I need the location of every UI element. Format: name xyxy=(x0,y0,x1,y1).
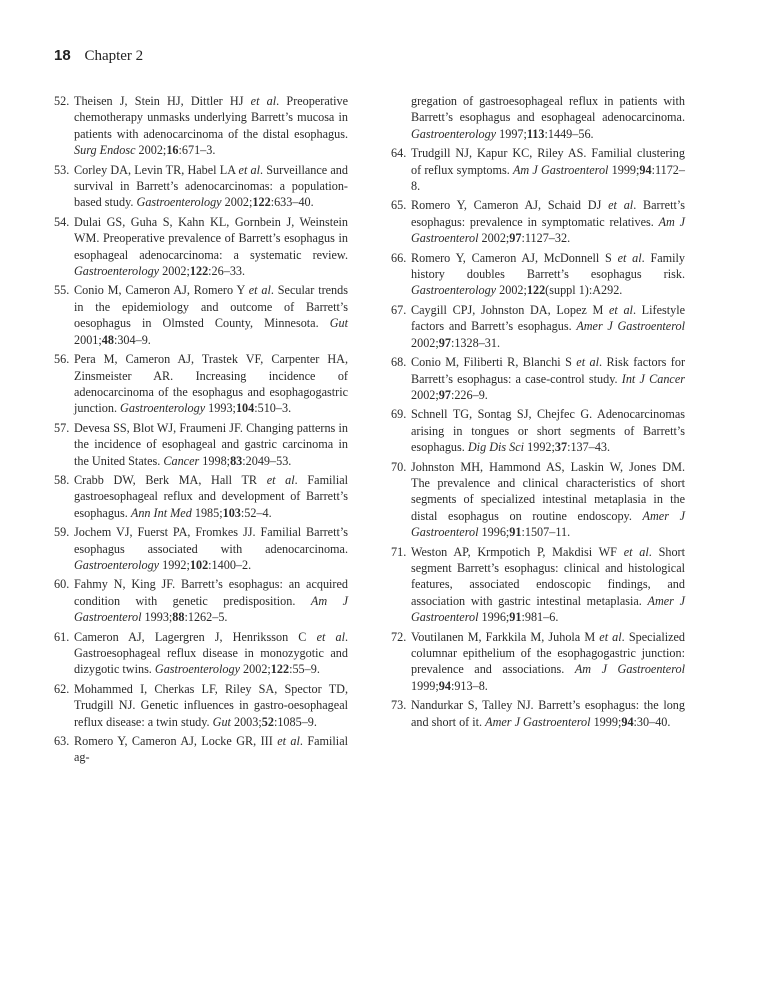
reference-italic: Am J Gastroenterol xyxy=(512,162,609,177)
page-number: 18 xyxy=(54,47,71,64)
reference-italic: et al xyxy=(266,472,295,487)
reference-text: . Family history doubles Barrett’s esophagus risk. xyxy=(411,250,685,282)
reference-volume: 48 xyxy=(101,332,114,347)
reference-volume: 83 xyxy=(230,453,243,468)
reference-text: :52–4. xyxy=(240,505,272,520)
reference-italic: Gastroenterology xyxy=(136,195,222,210)
reference-italic: et al xyxy=(576,355,599,370)
reference-entry xyxy=(54,524,348,573)
reference-italic: et al xyxy=(238,162,261,177)
reference-italic: Gastroenterology xyxy=(74,264,160,279)
reference-text: . Specialized columnar epithelium of the esophagogastric junction: prevalence and associations. xyxy=(411,629,685,677)
reference-number: 53. xyxy=(54,162,70,177)
reference-text: :1507–11. xyxy=(521,525,571,540)
reference-text: 1999; xyxy=(411,678,439,693)
reference-entry xyxy=(54,420,348,469)
reference-entry xyxy=(391,697,685,730)
reference-italic: Surg Endosc xyxy=(74,143,136,158)
reference-italic: Cancer xyxy=(163,453,200,468)
reference-volume: 113 xyxy=(526,126,545,141)
reference-text: Devesa SS, Blot WJ, Fraumeni JF. Changing patterns in the incidence of esophageal and gastric carcinoma in the United States. xyxy=(74,420,348,468)
reference-entry xyxy=(391,250,685,299)
reference-number: 73. xyxy=(391,698,407,713)
reference-entry xyxy=(54,93,348,159)
reference-text: 1985; xyxy=(191,505,223,520)
reference-number: 55. xyxy=(54,283,70,298)
reference-text: :671–3. xyxy=(178,143,216,158)
reference-text: Conio M, Cameron AJ, Romero Y xyxy=(74,283,249,298)
reference-number: 57. xyxy=(54,420,70,435)
reference-volume: 103 xyxy=(222,505,241,520)
reference-volume: 102 xyxy=(189,557,209,572)
reference-text: 1992; xyxy=(159,557,190,572)
reference-volume: 94 xyxy=(621,714,634,729)
reference-number: 67. xyxy=(391,302,407,317)
reference-volume: 97 xyxy=(438,387,451,402)
chapter-title: Chapter 2 xyxy=(84,48,144,64)
reference-text: :226–9. xyxy=(450,387,488,402)
reference-column-right xyxy=(391,93,685,733)
reference-italic: Gut xyxy=(212,714,231,729)
reference-number: 58. xyxy=(54,472,70,487)
reference-number: 70. xyxy=(391,459,407,474)
reference-number: 69. xyxy=(391,407,407,422)
reference-text: . Surveillance and survival in Barrett’s adenocarcinomas: a population-based study. xyxy=(74,162,348,210)
reference-entry xyxy=(54,351,348,417)
reference-volume: 37 xyxy=(554,440,568,455)
reference-text: Fahmy N, King JF. Barrett’s esophagus: an acquired condition with genetic predisposition. xyxy=(74,577,348,608)
reference-entry xyxy=(391,406,685,455)
reference-text: Corley DA, Levin TR, Habel LA xyxy=(74,162,239,177)
reference-text: :55–9. xyxy=(289,662,320,677)
reference-text: Nandurkar S, Talley NJ. Barrett’s esophagus: the long and short of it. xyxy=(411,698,685,729)
reference-volume: 97 xyxy=(509,231,522,246)
reference-number: 68. xyxy=(391,355,407,370)
reference-text: :1127–32. xyxy=(521,231,571,246)
reference-text: 2003; xyxy=(230,714,262,729)
reference-entry xyxy=(54,214,348,280)
reference-italic: et al xyxy=(316,629,345,644)
reference-number: 62. xyxy=(54,681,70,696)
reference-italic: et al xyxy=(617,250,642,265)
reference-text: :981–6. xyxy=(521,610,559,625)
reference-text: . Gastroesophageal reflux disease in monozygotic and dizygotic twins. xyxy=(74,629,348,677)
reference-text: 2001; xyxy=(74,332,102,347)
reference-text: 2002; xyxy=(221,195,253,210)
reference-text: Cameron AJ, Lagergren J, Henriksson C xyxy=(74,629,317,644)
reference-italic: Dig Dis Sci xyxy=(467,440,525,455)
reference-italic: Gastroenterology xyxy=(411,283,497,298)
reference-number: 72. xyxy=(391,629,407,644)
reference-number: 61. xyxy=(54,629,70,644)
reference-text: 1993; xyxy=(205,401,236,416)
reference-volume: 94 xyxy=(639,162,652,177)
reference-italic: Amer J Gastroenterol xyxy=(485,714,591,729)
reference-text: Jochem VJ, Fuerst PA, Fromkes JJ. Familial Barrett’s esophagus associated with adenocarcinoma. xyxy=(74,525,348,556)
reference-italic: et al xyxy=(623,544,649,559)
reference-volume: 122 xyxy=(526,283,546,298)
reference-volume: 94 xyxy=(438,678,451,693)
reference-number: 63. xyxy=(54,734,70,749)
reference-text: :633–40. xyxy=(270,195,314,210)
reference-entry xyxy=(391,459,685,541)
reference-text: :26–33. xyxy=(208,264,246,279)
reference-text: . Risk factors for Barrett’s esophagus: a case-control study. xyxy=(411,355,686,386)
reference-text: Theisen J, Stein HJ, Dittler HJ xyxy=(74,94,251,108)
reference-number: 66. xyxy=(391,250,407,265)
reference-entry xyxy=(391,93,685,142)
reference-text: :913–8. xyxy=(450,678,488,693)
reference-entry xyxy=(391,302,685,351)
reference-text: :1328–31. xyxy=(450,335,501,350)
reference-entry xyxy=(391,354,685,403)
reference-text: Mohammed I, Cherkas LF, Riley SA, Spector TD, Trudgill NJ. Genetic influences in gastro-oesophageal reflux disease: a twin study. xyxy=(74,681,348,729)
reference-text: Voutilanen M, Farkkila M, Juhola M xyxy=(411,629,600,644)
reference-volume: 88 xyxy=(172,610,185,625)
reference-volume: 91 xyxy=(509,525,522,540)
reference-volume: 104 xyxy=(235,401,255,416)
reference-text: Weston AP, Krmpotich P, Makdisi WF xyxy=(411,544,624,559)
reference-number: 71. xyxy=(391,544,407,559)
reference-text: Pera M, Cameron AJ, Trastek VF, Carpenter HA, Zinsmeister AR. Increasing incidence of adenocarcinoma of the esophagus and esophagogastric junction. xyxy=(74,352,348,416)
reference-italic: Gastroenterology xyxy=(411,126,497,141)
reference-text: :304–9. xyxy=(113,332,151,347)
reference-italic: Gut xyxy=(329,316,348,331)
reference-italic: Amer J Gastroenterol xyxy=(576,319,685,334)
reference-text: Dulai GS, Guha S, Kahn KL, Gornbein J, Weinstein WM. Preoperative prevalence of Barrett’s esophagus in esophageal adenocarcinoma: a systematic review. xyxy=(74,214,348,262)
reference-text: :137–43. xyxy=(567,440,611,455)
reference-italic: et al xyxy=(277,734,300,749)
reference-text: :1085–9. xyxy=(273,714,317,729)
reference-italic: Gastroenterology xyxy=(120,401,206,416)
reference-text: Conio M, Filiberti R, Blanchi S xyxy=(411,355,577,370)
reference-italic: et al xyxy=(608,302,633,317)
reference-text: 1996; xyxy=(478,525,510,540)
reference-italic: Gastroenterology xyxy=(74,557,160,572)
reference-text: 2002; xyxy=(496,283,527,298)
reference-text: 1999; xyxy=(608,162,640,177)
reference-text: 2002; xyxy=(159,264,190,279)
reference-number: 52. xyxy=(54,94,70,108)
reference-text: Johnston MH, Hammond AS, Laskin W, Jones DM. The prevalence and clinical characteristics of short segments of specialized intestinal metaplasia in the distal esophagus on routine endoscopy. xyxy=(411,459,685,523)
reference-text: Crabb DW, Berk MA, Hall TR xyxy=(74,472,267,487)
reference-italic: et al xyxy=(250,94,277,108)
reference-italic: Ann Int Med xyxy=(130,505,192,520)
reference-italic: et al xyxy=(608,198,634,213)
reference-italic: Am J Gastroenterol xyxy=(411,214,686,246)
reference-text: :1262–5. xyxy=(184,610,228,625)
reference-entry xyxy=(54,162,348,211)
reference-text: . Short segment Barrett’s esophagus: clinical and histological features, associated endoscopic findings, and association with gastric intestinal metaplasia. xyxy=(411,544,686,608)
reference-volume: 52 xyxy=(261,714,274,729)
reference-entry xyxy=(54,576,348,625)
reference-text: (suppl 1):A292. xyxy=(545,283,623,298)
reference-volume: 122 xyxy=(252,195,271,210)
reference-text: . Secular trends in the epidemiology and outcome of Barrett’s oesophagus in Olmsted County, Minnesota. xyxy=(74,283,348,331)
reference-text: 2002; xyxy=(239,662,271,677)
reference-entry xyxy=(54,282,348,348)
reference-volume: 97 xyxy=(438,335,451,350)
reference-text: . Barrett’s esophagus: prevalence in symptomatic relatives. xyxy=(411,198,685,229)
reference-text: gregation of gastroesophageal reflux in patients with Barrett’s esophagus and esophageal adenocarcinoma. xyxy=(411,94,685,125)
reference-text: 1999; xyxy=(590,714,622,729)
reference-italic: Gastroenterology xyxy=(154,662,240,677)
reference-text: . Lifestyle factors and Barrett’s esophagus. xyxy=(411,302,686,334)
reference-italic: Amer J Gastroenterol xyxy=(411,593,685,625)
reference-text: Romero Y, Cameron AJ, Locke GR, III xyxy=(74,734,278,749)
reference-text: 1996; xyxy=(478,610,510,625)
reference-text: . Familial gastroesophageal reflux and development of Barrett’s esophagus. xyxy=(74,472,349,520)
reference-text: 1992; xyxy=(524,440,555,455)
reference-text: Romero Y, Cameron AJ, Schaid DJ xyxy=(411,198,609,213)
reference-text: 1997; xyxy=(496,126,527,141)
reference-italic: Am J Gastroenterol xyxy=(74,593,348,625)
reference-italic: Int J Cancer xyxy=(621,371,685,386)
reference-entry xyxy=(54,629,348,678)
reference-text: Romero Y, Cameron AJ, McDonnell S xyxy=(411,250,618,265)
reference-italic: et al xyxy=(599,629,622,644)
reference-entry xyxy=(391,197,685,246)
reference-italic: Amer J Gastroenterol xyxy=(411,508,686,540)
reference-text: :1449–56. xyxy=(544,126,594,141)
reference-text: 1998; xyxy=(199,453,231,468)
reference-text: :510–3. xyxy=(254,401,292,416)
reference-text: :2049–53. xyxy=(242,453,292,468)
reference-text: Caygill CPJ, Johnston DA, Lopez M xyxy=(411,302,609,317)
reference-text: Trudgill NJ, Kapur KC, Riley AS. Familial clustering of reflux symptoms. xyxy=(411,146,685,177)
reference-entry xyxy=(54,733,348,766)
reference-number: 64. xyxy=(391,146,407,161)
reference-entry xyxy=(391,145,685,194)
reference-entry xyxy=(391,544,685,626)
reference-column-left xyxy=(54,93,348,769)
reference-text: :1400–2. xyxy=(208,557,252,572)
reference-number: 60. xyxy=(54,577,70,592)
reference-text: 2002; xyxy=(411,387,439,402)
running-header xyxy=(54,47,143,65)
reference-text: :1172–8. xyxy=(411,162,685,194)
reference-text: 1993; xyxy=(141,610,173,625)
reference-number: 54. xyxy=(54,214,70,229)
reference-number: 59. xyxy=(54,525,70,540)
reference-italic: et al xyxy=(248,283,271,298)
reference-text: . Familial ag- xyxy=(74,734,348,765)
reference-text: :30–40. xyxy=(633,714,671,729)
reference-text: 2002; xyxy=(411,335,439,350)
reference-number: 65. xyxy=(391,198,407,213)
reference-italic: Am J Gastroenterol xyxy=(574,662,685,677)
reference-text: Schnell TG, Sontag SJ, Chejfec G. Adenocarcinomas arising in tongues or short segments of Barrett’s esophagus. xyxy=(411,407,685,455)
reference-text: 2002; xyxy=(135,143,167,158)
reference-volume: 16 xyxy=(166,143,179,158)
reference-entry xyxy=(391,629,685,695)
reference-volume: 122 xyxy=(270,662,290,677)
reference-entry xyxy=(54,681,348,730)
reference-volume: 91 xyxy=(509,610,522,625)
reference-entry xyxy=(54,472,348,521)
reference-text: . Preoperative chemotherapy unmasks underlying Barrett’s mucosa in patients with adenocarcinoma of the distal esophagus. xyxy=(74,94,349,141)
reference-number: 56. xyxy=(54,352,70,367)
reference-text: 2002; xyxy=(478,231,510,246)
reference-volume: 122 xyxy=(189,264,209,279)
